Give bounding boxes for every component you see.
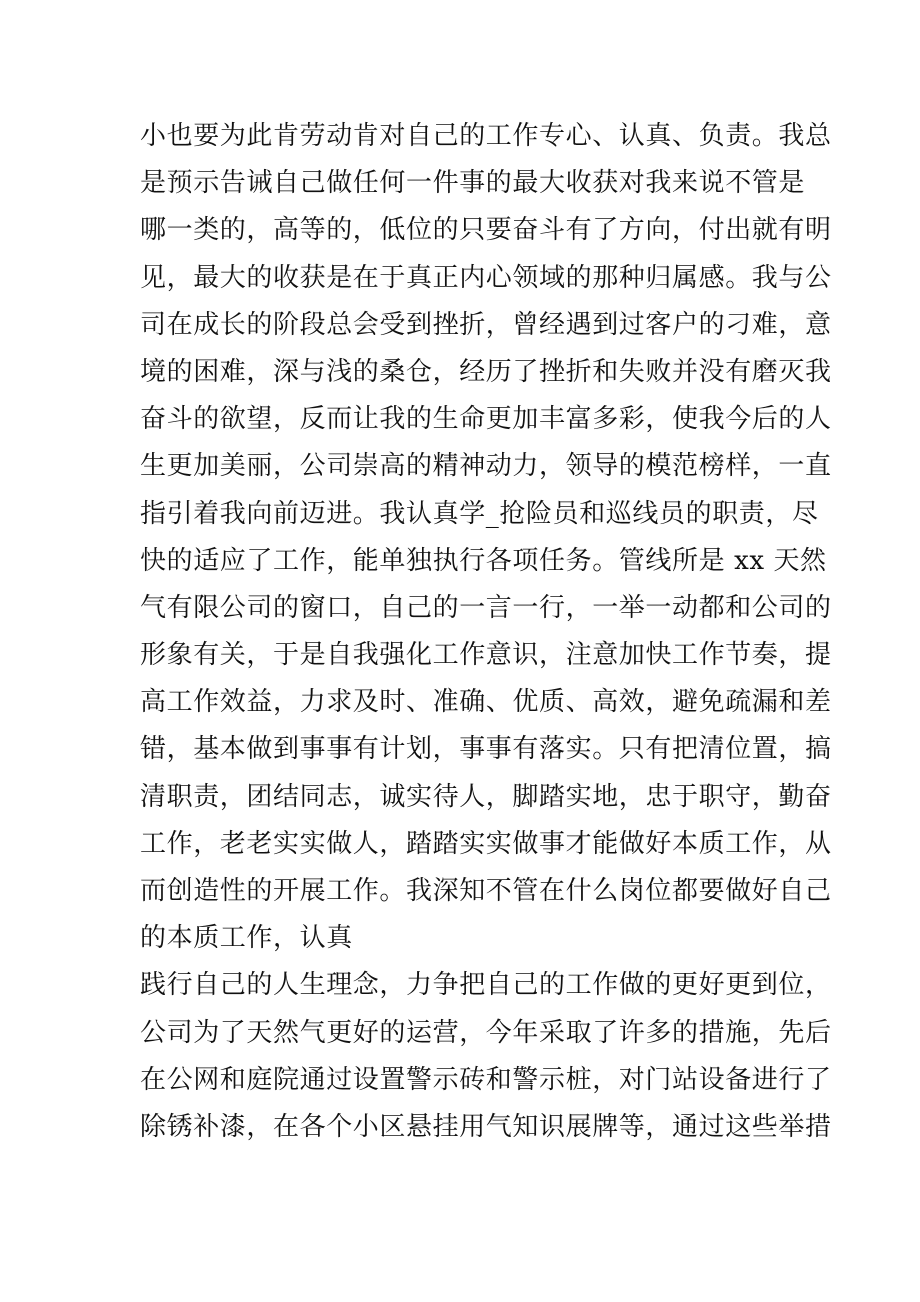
text-line: 公司为了天然气更好的运营，今年采取了许多的措施，先后 xyxy=(140,1017,832,1048)
text-line: 小也要为此肯劳动肯对自己的工作专心、认真、负责。我总 xyxy=(140,121,832,151)
text-line: 哪一类的，高等的，低位的只要奋斗有了方向，付出就有明 xyxy=(140,215,832,246)
text-line: 践行自己的人生理念，力争把自己的工作做的更好更到位， xyxy=(140,970,832,1001)
text-line: 形象有关，于是自我强化工作意识，注意加快工作节奏，提 xyxy=(140,640,832,671)
text-line: 错，基本做到事事有计划，事事有落实。只有把清位置，搞 xyxy=(140,734,832,765)
text-line: 生更加美丽，公司崇高的精神动力，领导的模范榜样，一直 xyxy=(140,451,832,482)
text-line: 除锈补漆，在各个小区悬挂用气知识展牌等，通过这些举措 xyxy=(140,1111,832,1142)
text-line: 气有限公司的窗口，自己的一言一行，一举一动都和公司的 xyxy=(140,592,832,623)
text-line: 清职责，团结同志，诚实待人，脚踏实地，忠于职守，勤奋 xyxy=(140,781,832,812)
text-line: 在公网和庭院通过设置警示砖和警示桩，对门站设备进行了 xyxy=(140,1064,832,1095)
text-line: 见，最大的收获是在于真正内心领域的那种归属感。我与公 xyxy=(140,262,832,293)
text-line-paragraph-end: 的本质工作，认真 xyxy=(140,923,353,954)
text-line: 指引着我向前迈进。我认真学_抢险员和巡线员的职责，尽 xyxy=(140,498,819,529)
text-line: 高工作效益，力求及时、准确、优质、高效，避免疏漏和差 xyxy=(140,687,832,718)
text-line: 境的困难，深与浅的桑仓，经历了挫折和失败并没有磨灭我 xyxy=(140,356,832,387)
text-line: 司在成长的阶段总会受到挫折，曾经遇到过客户的刁难，意 xyxy=(140,309,832,340)
text-line: 是预示告诫自己做任何一件事的最大收获对我来说不管是 xyxy=(140,168,806,199)
text-line: 而创造性的开展工作。我深知不管在什么岗位都要做好自己 xyxy=(140,876,832,906)
text-line: 工作，老老实实做人，踏踏实实做事才能做好本质工作，从 xyxy=(140,828,832,859)
body-text xyxy=(140,113,832,1151)
text-line: 奋斗的欲望，反而让我的生命更加丰富多彩，使我今后的人 xyxy=(140,404,832,435)
text-line: 快的适应了工作，能单独执行各项任务。管线所是 xx 天然 xyxy=(140,545,827,576)
